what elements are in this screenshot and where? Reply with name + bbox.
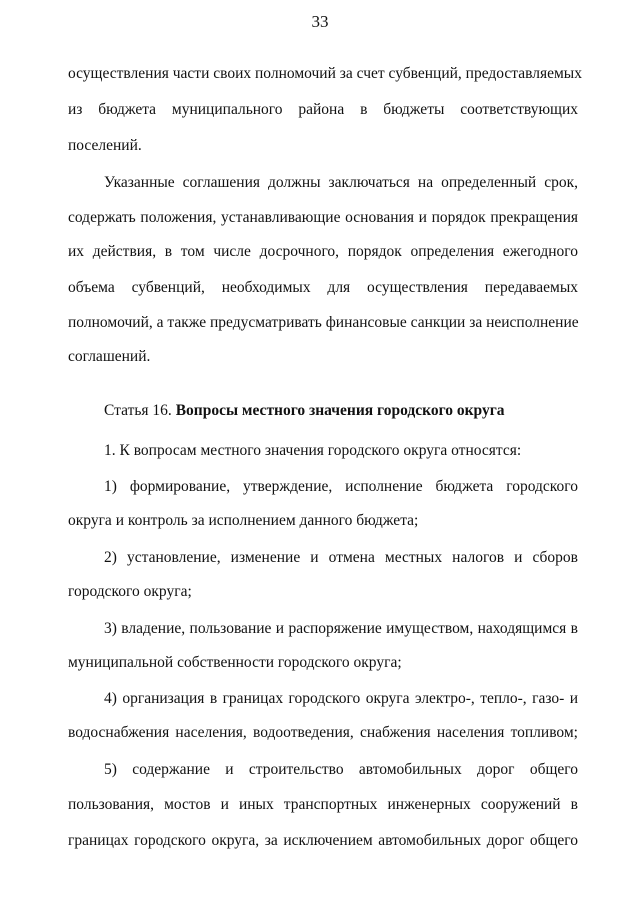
paragraph-line: полномочий, а также предусматривать финансовые санкции за неисполнение	[68, 314, 579, 331]
list-item-line: городского округа;	[68, 583, 192, 600]
paragraph-line: Указанные соглашения должны заключаться на определенный срок,	[104, 174, 578, 191]
list-item-line: 2) установление, изменение и отмена местных налогов и сборов	[104, 549, 578, 566]
list-item-line: муниципальной собственности городского округа;	[68, 654, 402, 671]
clause-text: 1. К вопросам местного значения городского округа относятся:	[104, 442, 522, 459]
paragraph-line: осуществления части своих полномочий за счет субвенций, предоставляемых	[68, 65, 582, 82]
paragraph-line: содержать положения, устанавливающие основания и порядок прекращения	[68, 209, 578, 226]
article-prefix: Статья 16.	[104, 402, 172, 419]
article-heading	[104, 401, 578, 421]
paragraph-line: поселений.	[68, 137, 142, 154]
list-item-line: пользования, мостов и иных транспортных инженерных сооружений в	[68, 796, 578, 813]
list-item-line: 1) формирование, утверждение, исполнение бюджета городского	[104, 478, 578, 495]
page-number: 33	[311, 12, 329, 31]
list-item-line: 4) организация в границах городского округа электро-, тепло-, газо- и	[104, 690, 578, 707]
list-item-line: границах городского округа, за исключением автомобильных дорог общего	[68, 832, 578, 849]
paragraph-line: объема субвенций, необходимых для осуществления передаваемых	[68, 279, 578, 296]
paragraph-line: из бюджета муниципального района в бюджеты соответствующих	[68, 101, 578, 118]
paragraph-line: соглашений.	[68, 348, 151, 365]
list-item-line: округа и контроль за исполнением данного бюджета;	[68, 512, 419, 529]
list-item-line: 3) владение, пользование и распоряжение имуществом, находящимся в	[104, 620, 578, 637]
list-item-line: водоснабжения населения, водоотведения, снабжения населения топливом;	[68, 724, 578, 741]
article-title: Вопросы местного значения городского округа	[175, 402, 505, 419]
paragraph-line: их действия, в том числе досрочного, порядок определения ежегодного	[68, 243, 578, 260]
list-item-line: 5) содержание и строительство автомобильных дорог общего	[104, 761, 578, 778]
